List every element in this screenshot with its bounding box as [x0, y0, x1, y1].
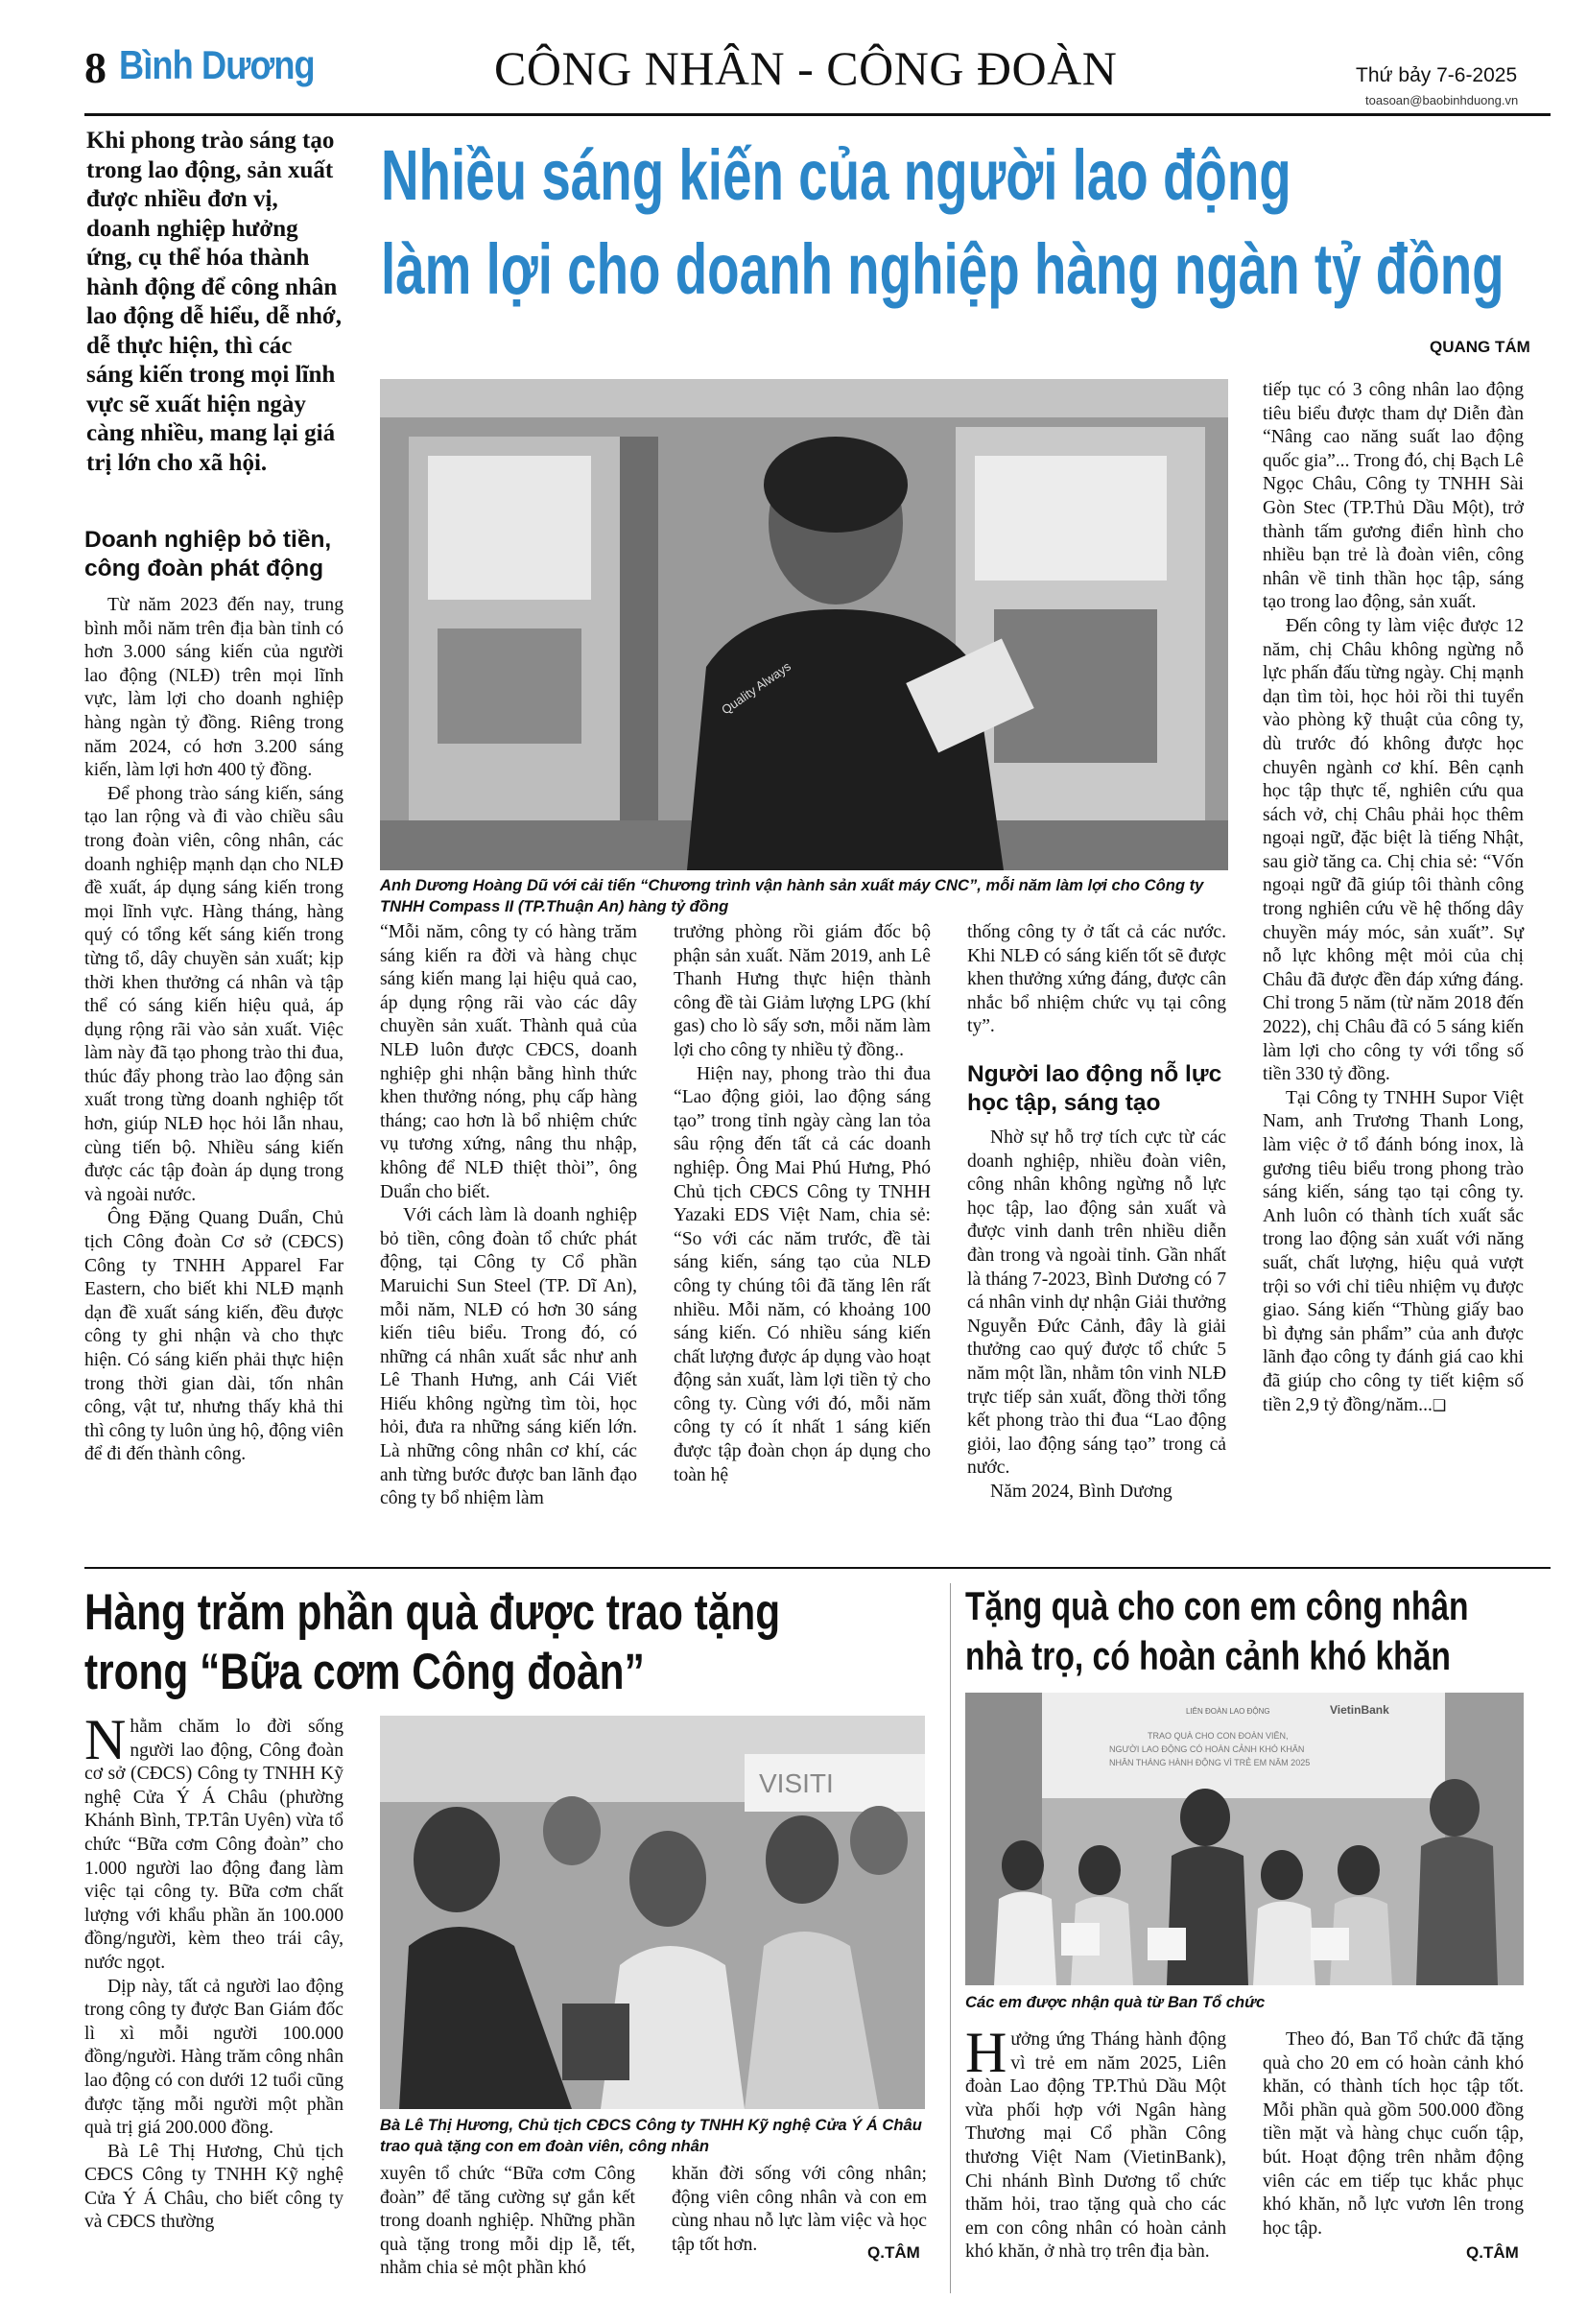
- story3-headline-line2: nhà trọ, có hoàn cảnh khó khăn: [965, 1633, 1451, 1678]
- paragraph: Với cách làm là doanh nghiệp bỏ tiền, công đoàn tổ chức phát động, tại Công ty Cổ phần Maruichi Sun Steel (TP. Dĩ An), mỗi năm, NLĐ có hơn 30 sáng kiến tiêu biểu. Trong đó, có những cá nhân xuất sắc như anh Lê Thanh Hưng, anh Cái Viết Hiếu không ngừng tìm tòi, học hỏi, đưa ra những sáng kiến lớn. Là những công nhân cơ khí, các anh từng bước được ban lãnh đạo công ty bổ nhiệm làm: [380, 1205, 637, 1509]
- main-photo-cnc-worker: [380, 379, 1228, 870]
- story2-column-2: [380, 2163, 635, 2288]
- banner-line2: TRAO QUÀ CHO CON ĐOÀN VIÊN,: [1148, 1731, 1289, 1741]
- paragraph: Hiện nay, phong trào thi đua “Lao động giỏi, lao động sáng tạo” trong tỉnh ngày càng lan tỏa sâu rộng đến tất cả các doanh nghiệp. Ông Mai Phú Hưng, Phó Chủ tịch CĐCS Công ty TNHH Yazaki EDS Việt Nam, chia sẻ: “So với các năm trước, đề tài sáng kiến, sáng tạo của NLĐ công ty chúng tôi đã tăng lên rất nhiều. Mỗi năm, có khoảng 100 sáng kiến. Có nhiều sáng kiến chất lượng được áp dụng vào hoạt động sản xuất, làm lợi tiền tỷ cho công ty. Cùng với đó, mỗi năm công ty có ít nhất 1 sáng kiến được tập đoàn chọn áp dụng cho toàn hệ: [674, 1063, 931, 1485]
- story3-column-2: [1263, 2028, 1524, 2239]
- contact-email: toasoan@baobinhduong.vn: [1365, 93, 1519, 107]
- story3-headline-line1: Tặng quà cho con em công nhân: [965, 1583, 1469, 1628]
- paragraph: Dịp này, tất cả người lao động trong công ty được Ban Giám đốc lì xì mỗi người 100.000 đồng/người. Hàng trăm công nhân lao động có con dưới 12 tuổi cũng được tặng mỗi người một phần quà trị giá 200.000 đồng.: [84, 1976, 343, 2139]
- paragraph: tiếp tục có 3 công nhân lao động tiêu biểu được tham dự Diễn đàn “Nâng cao năng suất lao động quốc gia”... Trong đó, chị Bạch Lê Ngọc Châu, Công ty TNHH Sài Gòn Stec (TP.Thủ Dầu Một), trở thành tấm gương điển hình cho nhiều bạn trẻ là đoàn viên, công nhân về tinh thần học tập, sáng tạo trong lao động, sản xuất.: [1263, 380, 1524, 613]
- newspaper-brand-logo: Bình Dương: [119, 42, 315, 87]
- paragraph: [965, 2021, 1226, 2265]
- banner-brand: VietinBank: [1330, 1703, 1389, 1717]
- shirt-text: Quality Always: [719, 658, 794, 718]
- paragraph: Nhờ sự hỗ trợ tích cực từ các doanh nghiệp, nhiều đoàn viên, công nhân không ngừng nỗ lực học tập, lao động sản xuất và được vinh danh trên nhiều diễn đàn trong và ngoài tỉnh. Gần nhất là tháng 7-2023, Bình Dương có 7 cá nhân vinh dự nhận Giải thưởng Nguyễn Đức Cảnh, đây là giải thưởng cao quý được tổ chức 5 năm một lần, nhằm tôn vinh NLĐ trực tiếp sản xuất, đồng thời tổng kết phong trào thi đua “Lao động giỏi, lao động sáng tạo” trong cả nước.: [967, 1127, 1226, 1479]
- paragraph: Bà Lê Thị Hương, Chủ tịch CĐCS Công ty TNHH Kỹ nghệ Cửa Ý Á Châu, cho biết công ty và CĐCS thường: [84, 2141, 343, 2233]
- paragraph: “Mỗi năm, công ty có hàng trăm sáng kiến ra đời và hàng chục sáng kiến mang lại hiệu quả cao, áp dụng rộng rãi vào các dây chuyền sản xuất. Thành quả của NLĐ luôn được CĐCS, doanh nghiệp ghi nhận bằng hình thức khen thưởng nóng, phụ cấp hàng tháng; cao hơn là bổ nhiệm chức vụ tương xứng, nâng thu nhập, không để NLĐ thiệt thòi”, ông Duẩn cho biết.: [380, 922, 637, 1202]
- banner-line3: NGƯỜI LAO ĐỘNG CÓ HOÀN CẢNH KHÓ KHĂN: [1109, 1744, 1305, 1754]
- paragraph: [1263, 1087, 1524, 1417]
- section-title: CÔNG NHÂN - CÔNG ĐOÀN: [494, 41, 1118, 95]
- main-column-5: [1263, 379, 1524, 1559]
- main-column-1: [84, 594, 343, 1553]
- main-photo-caption: Anh Dương Hoàng Dũ với cải tiến “Chương trình vận hành sản xuất máy CNC”, mỗi năm làm lợi cho Công ty TNHH Compass II (TP.Thuận An) hàng tỷ đồng: [380, 876, 1204, 915]
- main-headline-line2: làm lợi cho doanh nghiệp hàng ngàn tỷ đồng: [381, 229, 1504, 309]
- banner-line1: LIÊN ĐOÀN LAO ĐỘNG: [1186, 1707, 1270, 1716]
- main-column-3: [674, 921, 931, 1554]
- paragraph: Từ năm 2023 đến nay, trung bình mỗi năm trên địa bàn tỉnh có hơn 3.000 sáng kiến của người lao động (NLĐ) trên mọi lĩnh vực, làm lợi cho doanh nghiệp hàng ngàn tỷ đồng. Riêng trong năm 2024, có hơn 3.200 sáng kiến, làm lợi hơn 400 tỷ đồng.: [84, 595, 343, 781]
- paragraph: Đến công ty làm việc được 12 năm, chị Châu không ngừng nỗ lực phấn đấu từng ngày. Chị mạnh dạn tìm tòi, học hỏi rồi thi tuyển vào phòng kỹ thuật của công ty, dù trước đó không được học chuyên ngành cơ khí. Bên cạnh học tập thực tế, nghiên cứu qua sách vở, chị Châu phải học thêm ngoại ngữ, đặc biệt là tiếng Nhật, sau giờ tăng ca. Chị chia sẻ: “Vốn ngoại ngữ đã giúp tôi thành công trong nghiên cứu về hệ thống dây chuyền máy móc, sản xuất”. Sự nỗ lực không mệt mỏi của chị Châu đã được đền đáp xứng đáng. Chỉ trong 5 năm (từ năm 2018 đến 2022), chị Châu đã có 5 sáng kiến làm lợi cho công ty với tổng số tiền 330 tỷ đồng.: [1263, 615, 1524, 1085]
- story3-photo-children-gifts: [965, 1693, 1524, 1985]
- story3-signature: Q.TÂM: [1466, 2243, 1519, 2262]
- column-divider: [950, 1583, 951, 2293]
- subhead-doanh-nghiep: Doanh nghiệp bỏ tiền, công đoàn phát động: [84, 527, 332, 581]
- subhead-nguoi-lao-dong: Người lao động nỗ lực học tập, sáng tạo: [967, 1061, 1222, 1116]
- story3-column-1: [965, 2021, 1226, 2288]
- dropcap: N: [84, 1708, 127, 1771]
- banner-line4: NHÂN THÁNG HÀNH ĐỘNG VÌ TRẺ EM NĂM 2025: [1109, 1758, 1311, 1767]
- paragraph: Theo đó, Ban Tổ chức đã tặng quà cho 20 em có hoàn cảnh khó khăn, có thành tích học tập tốt. Mỗi phần quà gồm 500.000 đồng tiền mặt và hàng chục cuốn tập, bút. Hoạt động trên nhằm động viên các em tiếp tục khắc phục khó khăn, nỗ lực vươn lên trong học tập.: [1263, 2029, 1524, 2239]
- banner-text: VISITI: [759, 1768, 834, 1798]
- paragraph-text: ưởng ứng Tháng hành động vì trẻ em năm 2025, Liên đoàn Lao động TP.Thủ Dầu Một vừa phối hợp với Ngân hàng Thương mại Cổ phần Công thương Việt Nam (VietinBank), Chi nhánh Bình Dương tổ chức thăm hỏi, trao tặng quà cho các em con công nhân có hoàn cảnh khó khăn, ở nhà trọ trên địa bàn.: [965, 2029, 1226, 2263]
- paragraph-text: hằm chăm lo đời sống người lao động, Công đoàn cơ sở (CĐCS) Công ty TNHH Kỹ nghệ Cửa Ý Á Châu (phường Khánh Bình, TP.Tân Uyên) vừa tổ chức “Bữa cơm Công đoàn” cho 1.000 người lao động đang làm việc tại công ty. Bữa cơm chất lượng với khẩu phần ăn 100.000 đồng/người, kèm theo trái cây, nước ngọt.: [84, 1717, 343, 1973]
- story2-signature: Q.TÂM: [867, 2243, 920, 2262]
- story2-headline-line1: Hàng trăm phần quà được trao tặng: [84, 1584, 781, 1641]
- paragraph: xuyên tổ chức “Bữa cơm Công đoàn” để tăng cường sự gắn kết trong doanh nghiệp. Những phần quà tặng trong mỗi dịp lễ, tết, nhằm chia sẻ một phần khó: [380, 2164, 635, 2279]
- end-mark-icon: ❑: [1432, 1395, 1447, 1414]
- paragraph: Để phong trào sáng kiến, sáng tạo lan rộng và đi vào chiều sâu trong đoàn viên, công nhân, các doanh nghiệp mạnh dạn cho NLĐ đề xuất, áp dụng sáng kiến trong mọi lĩnh vực. Hàng tháng, hàng quý có tổng kết sáng kiến trong từng tổ, dây chuyền sản xuất; kịp thời khen thưởng cá nhân và tập thể có sáng kiến hiệu quả, áp dụng rộng rãi vào sản xuất. Việc làm này đã tạo phong trào thi đua, thúc đẩy phong trào lao động sản xuất trong từng doanh nghiệp tốt hơn, giúp NLĐ học hỏi lẫn nhau, cùng tiến bộ. Nhiều sáng kiến được các tập đoàn áp dụng trong và ngoài nước.: [84, 783, 343, 1205]
- paragraph: trưởng phòng rồi giám đốc bộ phận sản xuất. Năm 2019, anh Lê Thanh Hưng thực hiện thành công đề tài Giảm lượng LPG (khí gas) cho lò sấy sơn, mỗi năm làm lợi cho công ty nhiều tỷ đồng..: [674, 922, 931, 1060]
- paragraph: Ông Đặng Quang Duẩn, Chủ tịch Công đoàn Cơ sở (CĐCS) Công ty TNHH Apparel Far Eastern, cho biết khi NLĐ mạnh dạn đề xuất sáng kiến, đều được công ty ghi nhận và cho thực hiện. Có sáng kiến phải thực hiện trong thời gian dài, tốn nhân công, vật tư, nhưng thấy khả thi thì công ty luôn ủng hộ, động viên để đi đến thành công.: [84, 1208, 343, 1465]
- header-rule: [84, 113, 1551, 116]
- section-divider: [84, 1567, 1551, 1569]
- paragraph: [84, 1708, 343, 1976]
- paragraph: khăn đời sống với công nhân; động viên công nhân và con em cùng nhau nỗ lực làm việc và học tập tốt hơn.: [672, 2164, 927, 2255]
- story2-headline-line2: trong “Bữa cơm Công đoàn”: [84, 1644, 645, 1700]
- paragraph: thống công ty ở tất cả các nước. Khi NLĐ có sáng kiến tốt sẽ được khen thưởng xứng đáng, được cân nhắc bổ nhiệm chức vụ tại công ty”.: [967, 922, 1226, 1037]
- main-column-2: [380, 921, 637, 1554]
- story3-photo-caption: Các em được nhận quà từ Ban Tổ chức: [965, 1993, 1266, 2011]
- paragraph-text: Tại Công ty TNHH Supor Việt Nam, anh Trương Thanh Long, làm việc ở tổ đánh bóng inox, là gương tiêu biểu trong phong trào sáng kiến, sáng tạo tại công ty. Anh luôn có thành tích xuất sắc trong lao động sản xuất với năng suất, chất lượng, hiệu quả vượt trội so với chỉ tiêu nhiệm vụ được giao. Sáng kiến “Thùng giấy bao bì đựng sản phẩm” của anh được lãnh đạo công ty đánh giá cao khi đã giúp cho công ty tiết kiệm số tiền 2,9 tỷ đồng/năm...: [1263, 1087, 1524, 1415]
- main-column-4-bottom: [967, 1126, 1226, 1554]
- issue-date: Thứ bảy 7-6-2025: [1356, 64, 1518, 86]
- story2-photo-gift-giving: [380, 1716, 925, 2109]
- story2-column-1: [84, 1708, 343, 2282]
- main-headline-line1: Nhiều sáng kiến của người lao động: [381, 135, 1291, 215]
- story2-photo-caption: Bà Lê Thị Hương, Chủ tịch CĐCS Công ty TNHH Kỹ nghệ Cửa Ý Á Châu trao quà tặng con em đoàn viên, công nhân: [380, 2116, 922, 2155]
- paragraph: Năm 2024, Bình Dương: [990, 1481, 1172, 1502]
- byline: QUANG TÁM: [1430, 338, 1530, 356]
- dropcap: H: [965, 2021, 1007, 2084]
- page-number: 8: [84, 43, 107, 92]
- main-column-4-top: [967, 921, 1226, 1046]
- lead-paragraph: Khi phong trào sáng tạo trong lao động, sản xuất được nhiều đơn vị, doanh nghiệp hưởng ứng, cụ thể hóa thành hành động để công nhân lao động dễ hiểu, dễ nhớ, dễ thực hiện, thì các sáng kiến trong mọi lĩnh vực sẽ xuất hiện ngày càng nhiều, mang lại giá trị lớn cho xã hội.: [86, 128, 343, 476]
